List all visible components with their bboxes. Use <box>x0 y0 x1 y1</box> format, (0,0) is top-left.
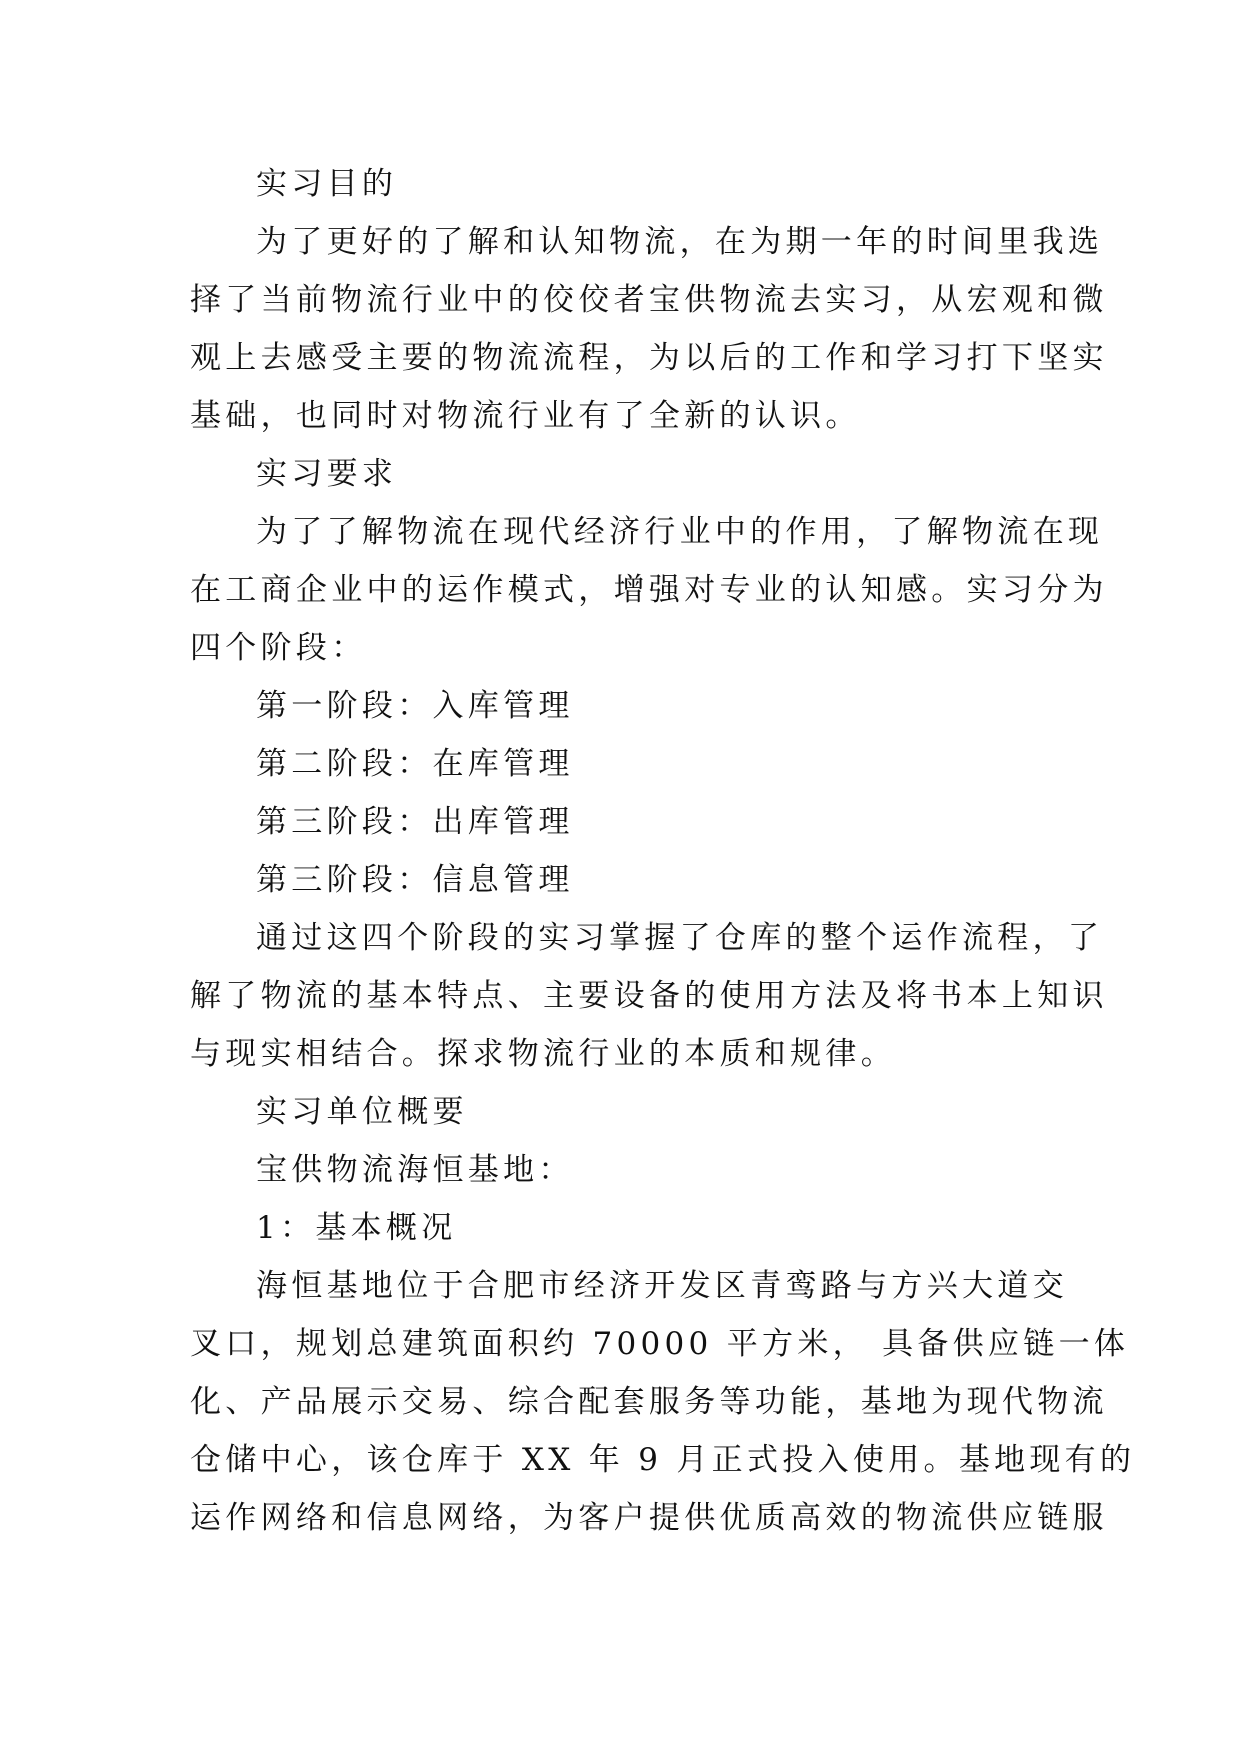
paragraph-line: 化、产品展示交易、综合配套服务等功能，基地为现代物流 <box>190 1384 1108 1420</box>
paragraph-line: 仓储中心，该仓库于 XX 年 9 月正式投入使用。基地现有的 <box>190 1442 1136 1478</box>
paragraph-line: 海恒基地位于合肥市经济开发区青鸾路与方兴大道交 <box>256 1268 1068 1304</box>
subsection-heading: 1：基本概况 <box>256 1210 457 1246</box>
document-body <box>190 155 1136 1547</box>
stage-item: 第一阶段：入库管理 <box>256 688 574 724</box>
paragraph-line: 为了了解物流在现代经济行业中的作用，了解物流在现 <box>256 514 1104 550</box>
subsection-heading: 宝供物流海恒基地： <box>256 1152 574 1188</box>
paragraph-line: 与现实相结合。探求物流行业的本质和规律。 <box>190 1036 896 1072</box>
section-heading-purpose: 实习目的 <box>256 166 398 202</box>
paragraph-line: 在工商企业中的运作模式，增强对专业的认知感。实习分为 <box>190 572 1108 608</box>
section-heading-requirements: 实习要求 <box>256 456 398 492</box>
paragraph-line: 运作网络和信息网络，为客户提供优质高效的物流供应链服 <box>190 1500 1108 1536</box>
paragraph-line: 基础，也同时对物流行业有了全新的认识。 <box>190 398 861 434</box>
paragraph-line: 解了物流的基本特点、主要设备的使用方法及将书本上知识 <box>190 978 1108 1014</box>
stage-item: 第二阶段：在库管理 <box>256 746 574 782</box>
paragraph-line: 四个阶段： <box>190 630 367 666</box>
paragraph-line: 通过这四个阶段的实习掌握了仓库的整个运作流程，了 <box>256 920 1104 956</box>
paragraph-line: 择了当前物流行业中的佼佼者宝供物流去实习，从宏观和微 <box>190 282 1108 318</box>
stage-item: 第三阶段：信息管理 <box>256 862 574 898</box>
paragraph-line: 叉口，规划总建筑面积约 70000 平方米， 具备供应链一体 <box>190 1326 1130 1362</box>
section-heading-unit-overview: 实习单位概要 <box>256 1094 468 1130</box>
stage-item: 第三阶段：出库管理 <box>256 804 574 840</box>
paragraph-line: 为了更好的了解和认知物流，在为期一年的时间里我选 <box>256 224 1104 260</box>
paragraph-line: 观上去感受主要的物流流程，为以后的工作和学习打下坚实 <box>190 340 1108 376</box>
